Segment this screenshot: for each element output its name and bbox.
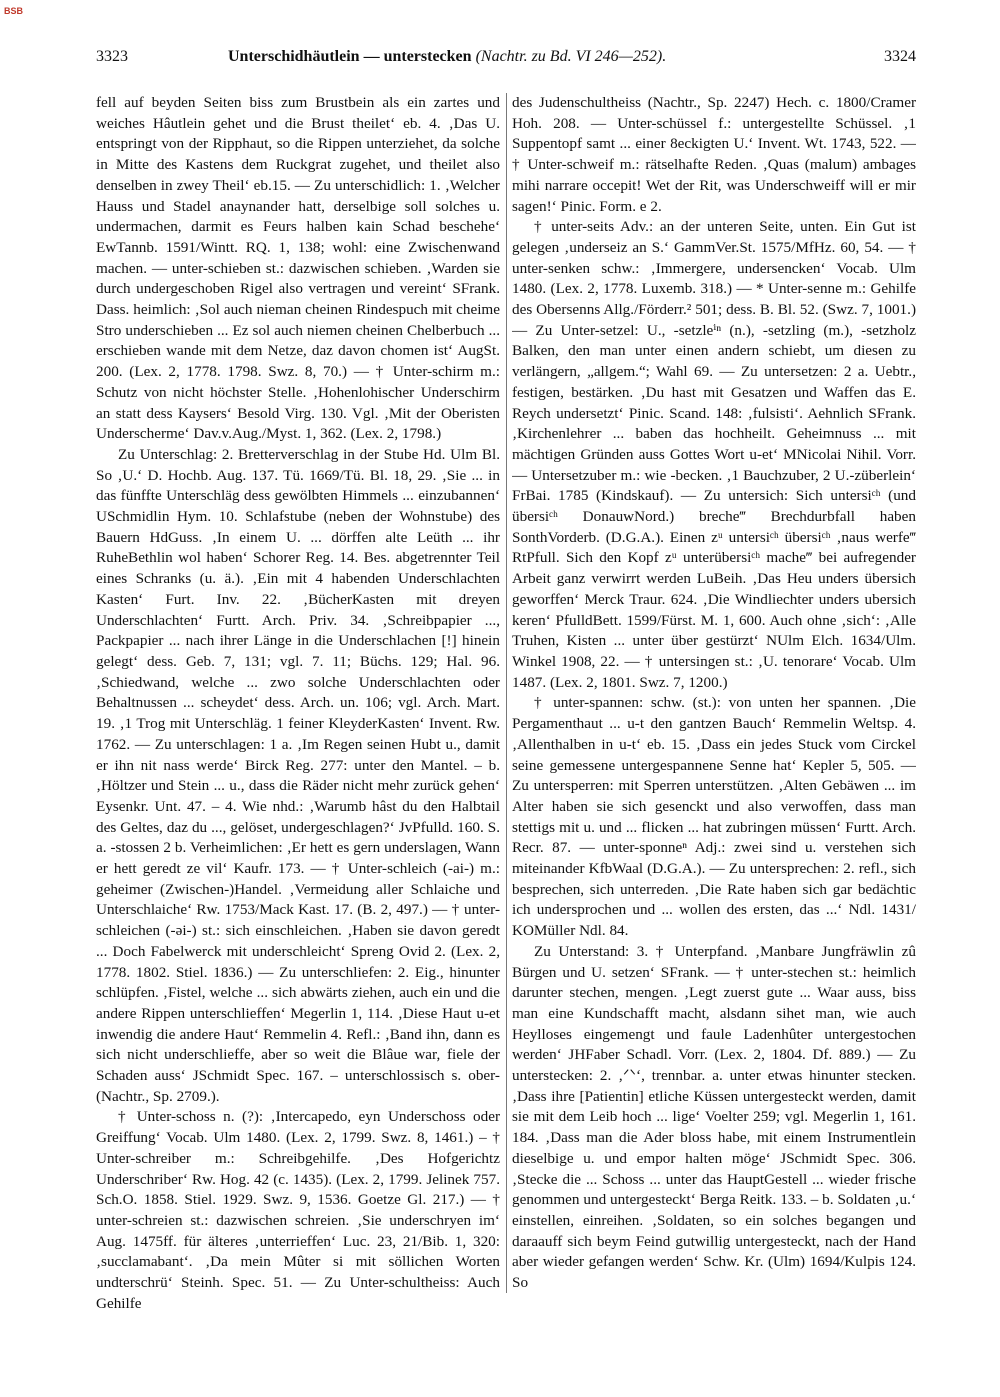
library-stamp: BSB bbox=[4, 6, 24, 16]
title-headwords: Unterschidhäutlein — unterstecken bbox=[228, 48, 472, 65]
column-divider bbox=[506, 93, 507, 1293]
paragraph: Zu Unterstand: 3. † Unterpfand. ‚Manbare Jungfräwlin zû Bürgen und U. setzen‘ SFrank. — † unter-stechen st.: heimlich darunter stechen, mengen. ‚Legt zuerst gute ... Waar auss, biss man eine Kundschafft macht, alsdann sihet man, wie auch Heylloses eingemengt und faule Ladenhûter untergestochen werden‘ JHFaber Schadl. Vorr. (Lex. 2, 1804. Df. 889.) — Zu unterstecken: 2. ‚ᐟᐠ‘, trennbar. a. unter etwas hinunter stecken. ‚Dass ihre [Patientin] etliche Küssen untergesteckt werden, damit sie mit dem Leib hoch ... lige‘ Voelter 259; vgl. Megerlin 1, 161. 184. ‚Dass man die Ader bloss habe, mit einem Instrumentlein dieselbige u. und empor halten möge‘ JSchmidt Spec. 306. ‚Stecke die ... Schoss ... unter das HauptGestell ... wieder frische genommen und untergesteckt‘ Berga Reitk. 133. – b. Soldaten ‚u.‘ einstellen, einreihen. ‚Soldaten, so ein solches begangen und daraauff sich beym Feind gutwillig untergesteckt, nach der Hand aber wieder gefangen werden‘ Schw. Kr. (Ulm) 1694/Kulpis 124. So bbox=[512, 942, 916, 1292]
paragraph: des Judenschultheiss (Nachtr., Sp. 2247) Hech. c. 1800/Cramer Hoh. 208. — Unter-schüssel f.: untergestellte Schüssel. ‚1 Suppentopf samt ... einer 8eckigten U.‘ Invent. Wt. 1743, 522. — † Unter-schweif m.: rätselhafte Reden. ‚Quas (malum) ambages mihi narrare occepit! Wet der Rit, was Underschweiff will er mir sagen!‘ Pinic. Form. e 2. bbox=[512, 94, 916, 215]
paragraph: † Unter-schoss n. (?): ‚Intercapedo, eyn Underschoss oder Greiffung‘ Vocab. Ulm 1480. (Lex. 2, 1799. Swz. 8, 1461.) – † Unter-schreiber m.: Schreibgehilfe. ‚Des Hofgerichtz Underschriber‘ Rw. Hog. 42 (c. 1435). (Lex. 2, 1799. Jelinek 757. Sch.O. 1858. Stiel. 1929. Swz. 9, 1536. Goetze Gl. 217.) — † unter-schreien st.: dazwischen schreien. ‚Sie underschryen im‘ Aug. 1475ff. für älteres ‚unterrieffen‘ Luc. 23, 21/Bib. 1, 320: ‚succlamabant‘. ‚Da mein Mûter si mit söllichen Worten undterschrü‘ Steinh. Spec. 51. — Zu Unter-schultheiss: Auch Gehilfe bbox=[96, 1108, 500, 1312]
paragraph: † unter-spannen: schw. (st.): von unten her spannen. ‚Die Pergamenthaut ... u-t den gantzen Bauch‘ Remmelin Weltsp. 4. ‚Allenthalben in u-t‘ eb. 15. ‚Dass ein jedes Stuck vom Circkel seine gemessene untergespannene Senne hat‘ Kepler 5, 505. — Zu untersperren: mit Sperren unterstützen. ‚Alten Gebäwen ... im Alter haben sie sich gesenckt und also verwoffen, dass man stettigs mit u. und ... flicken ... hat zubringen müssen‘ Furtt. Arch. Recr. 87. — unter-sponneⁿ Adj.: zwei sind u. verstehen sich miteinander KfbWaal (D.G.A.). — Zu untersprechen: 2. refl., sich besprechen, sich unterreden. ‚Die Rate haben sich gar bedächtic ich undersprochen und ... wollen des ersten, das ...‘ Ndl. 1431/ KOMüller Ndl. 84. bbox=[512, 694, 916, 940]
left-page-number: 3323 bbox=[96, 48, 128, 65]
title-subtitle: (Nachtr. zu Bd. VI 246—252). bbox=[475, 48, 667, 65]
right-page-number: 3324 bbox=[884, 48, 916, 65]
running-title bbox=[228, 48, 666, 66]
left-column bbox=[96, 93, 500, 1363]
page-header bbox=[96, 48, 916, 72]
paragraph: Zu Unterschlag: 2. Bretterverschlag in der Stube Hd. Ulm Bl. So ‚U.‘ D. Hochb. Aug. 137. Tü. 1669/Tü. Bl. 18, 29. ‚Sie ... in das fünffte Unterschläg dess gewölbten Himmels ... einzubannen‘ USchmidlin Hym. 10. Schlafstube (neben der Wohnstube) des Bauern HdGuss. ‚In einem U. ... dörffen alte Leüth ... ihr RuheBethlin wol haben‘ Schorer Reg. 14. Bes. abgetrennter Teil eines Schranks (u. ä.). ‚Ein mit 4 habenden Underschlachten Kasten‘ Furt. Inv. 22. ‚BücherKasten mit dreyen Underschlachten‘ Furtt. Arch. Priv. 34. ‚Schreibpapier ..., Packpapier ... nach ihrer Länge in die Underschlachen [!] hinein gelegt‘ dess. Geb. 7, 131; vgl. 7. 11; Büchs. 129; Hal. 96. ‚Schiedwand, welche ... zwo solche Underschlachten oder Behaltnussen ... scheydet‘ dess. Arch. un. 106; vgl. Arch. Mart. 19. ‚1 Trog mit Unterschläg. 1 feiner KleyderKasten‘ Invent. Rw. 1762. — Zu unterschlagen: 1 a. ‚Im Regen seinen Hubt u., damit er ihn nit nass werde‘ Birck Reg. 277: unter den Mantel. – b. ‚Höltzer und Stein ... u., dass die Räder nicht mehr zurück gehen‘ Eysenkr. Unt. 47. – 4. Wie nhd.: ‚Warumb hâst du den Halbtail des Geltes, daz du ..., gelöset, undergeschlagen?‘ JvPfulld. 160. S. a. -stossen 2 b. Verheimlichen: ‚Er hett es gern underslagen, Wann er hett geredt ze vil‘ Kaufr. 173. — † Unter-schleich (-ai-) m.: geheimer (Zwischen-)Handel. ‚Vermeidung aller Schlaiche und Unterschlaiche‘ Rw. 1753/Mack Kast. 17. (B. 2, 497.) — † unter-schleichen (-əi-) st.: sich einschleichen. ‚Haben sie davon geredt ... Doch Fabelwerck mit underschleicht‘ Spreng Ovid 2. (Lex. 2, 1778. 1802. Stiel. 1836.) — Zu unterschliefen: 2. Eig., hinunter schlüpfen. ‚Fistel, welche ... sich abwärts ziehen, auch ein und die andere Rippen unterschlieffen‘ Megerlin 1, 114. ‚Diese Haut u-et inwendig die andere Haut‘ Remmelin 4. Refl.: ‚Band ihn, dann es sich nicht underschlieffe, aber so weit die Blâue war, fiele der Schaden auss‘ JSchmidt Spec. 167. – unterschlossisch s. ober- (Nachtr., Sp. 2709.). bbox=[96, 445, 500, 1105]
paragraph: † unter-seits Adv.: an der unteren Seite, unten. Ein Gut ist gelegen ‚underseiz an S.‘ GammVer.St. 1575/MfHz. 60, 54. — † unter-senken schw.: ‚Immergere, undersencken‘ Vocab. Ulm 1480. (Lex. 2, 1778. Luxemb. 318.) — * Unter-senne m.: Gehilfe des Obersenns Allg./Förderr.² 501; dess. B. Bl. 52. (Swz. 7, 1001.) — Zu Unter-setzel: U., -setzleⁱⁿ (n.), -setzling (m.), -setzholz Balken, den man unter einen andern schiebt, um diesen zu verlängern, „allgem.“; Wahl 69. — Zu untersetzen: 2 a. Uebtr., festigen, bestärken. ‚Du hast mit Gesatzen und Waffen das E. Reych undersetzt‘ Pinic. Scand. 148: ‚fulsisti‘. Aehnlich SFrank. ‚Kirchenlehrer ... baben das hochheilt. Geheimnuss ... mit mächtigen Gründen auss Gottes Wort u-et‘ MNicolai Nihil. Vorr. — Untersetzuber m.: wie -becken. ‚1 Bauchzuber, 2 U.-züberlein‘ FrBai. 1785 (Kindskauf). — Zu untersich: Sich untersiᶜʰ (und übersiᶜʰ DonauwNord.) breche‴ Brechdurbfall haben SonthVorderb. (D.G.A.). Einen zᵘ untersiᶜʰ übersiᶜʰ ‚naus werfe‴ RtPfull. Sich den Kopf zᵘ unterübersiᶜʰ mache‴ bei aufregender Arbeit ganz verwirrt werden LuBeih. ‚Das Heu unders übersich geworffen‘ Merck Traur. 624. ‚Die Windliechter unders ubersich keren‘ PfulldBett. 1599/Fürst. M. 1, 600. Auch ohne ‚sich‘: ‚Alle Truhen, Kisten ... unter über gestürzt‘ NUlm Elch. 1634/Ulm. Winkel 1908, 22. — † untersingen st.: ‚U. tenorare‘ Vocab. Ulm 1487. (Lex. 2, 1801. Swz. 7, 1200.) bbox=[512, 218, 916, 691]
paragraph: fell auf beyden Seiten biss zum Brustbein als ein zartes und weiches Hâutlein gehet und die Brust theilet‘ eb. 4. ‚Das U. entspringt von der Ripphaut, so die Rippen unterziehet, da solche in Mitte des Kastens dem Ruckgrat zugehet, und theilet also denselben in zwey Theil‘ eb.15. — Zu unterschidlich: 1. ‚Welcher Hauss und Stadel anaynander hatt, derselbige soll solches u. undermachen, darmit es Feurs halben kain Schad beschehe‘ EwTannb. 1591/Wintt. RQ. 1, 138; wohl: eine Zwischenwand machen. — unter-schieben st.: dazwischen schieben. ‚Warden sie durch undergeschoben Rigel also vertragen und vereint‘ SFrank. Dass. heimlich: ‚Sol auch nieman cheinen Rindespuch mit cheime Stro underschieben ... Ez sol auch niemen cheinen Chelberbuch ... erschieben wande mit dem Netze, daz davon chomen ist‘ AugSt. 200. (Lex. 2, 1778. 1798. Swz. 8, 70.) — † Unter-schirm m.: Schutz von nicht höchster Stelle. ‚Hohenlohischer Underschirm an statt dess Kaysers‘ Besold Virg. 130. Vgl. ‚Mit der Oberisten Underscherme‘ Dav.v.Aug./Myst. 1, 362. (Lex. 2, 1798.) bbox=[96, 94, 500, 443]
right-column bbox=[512, 93, 916, 1363]
